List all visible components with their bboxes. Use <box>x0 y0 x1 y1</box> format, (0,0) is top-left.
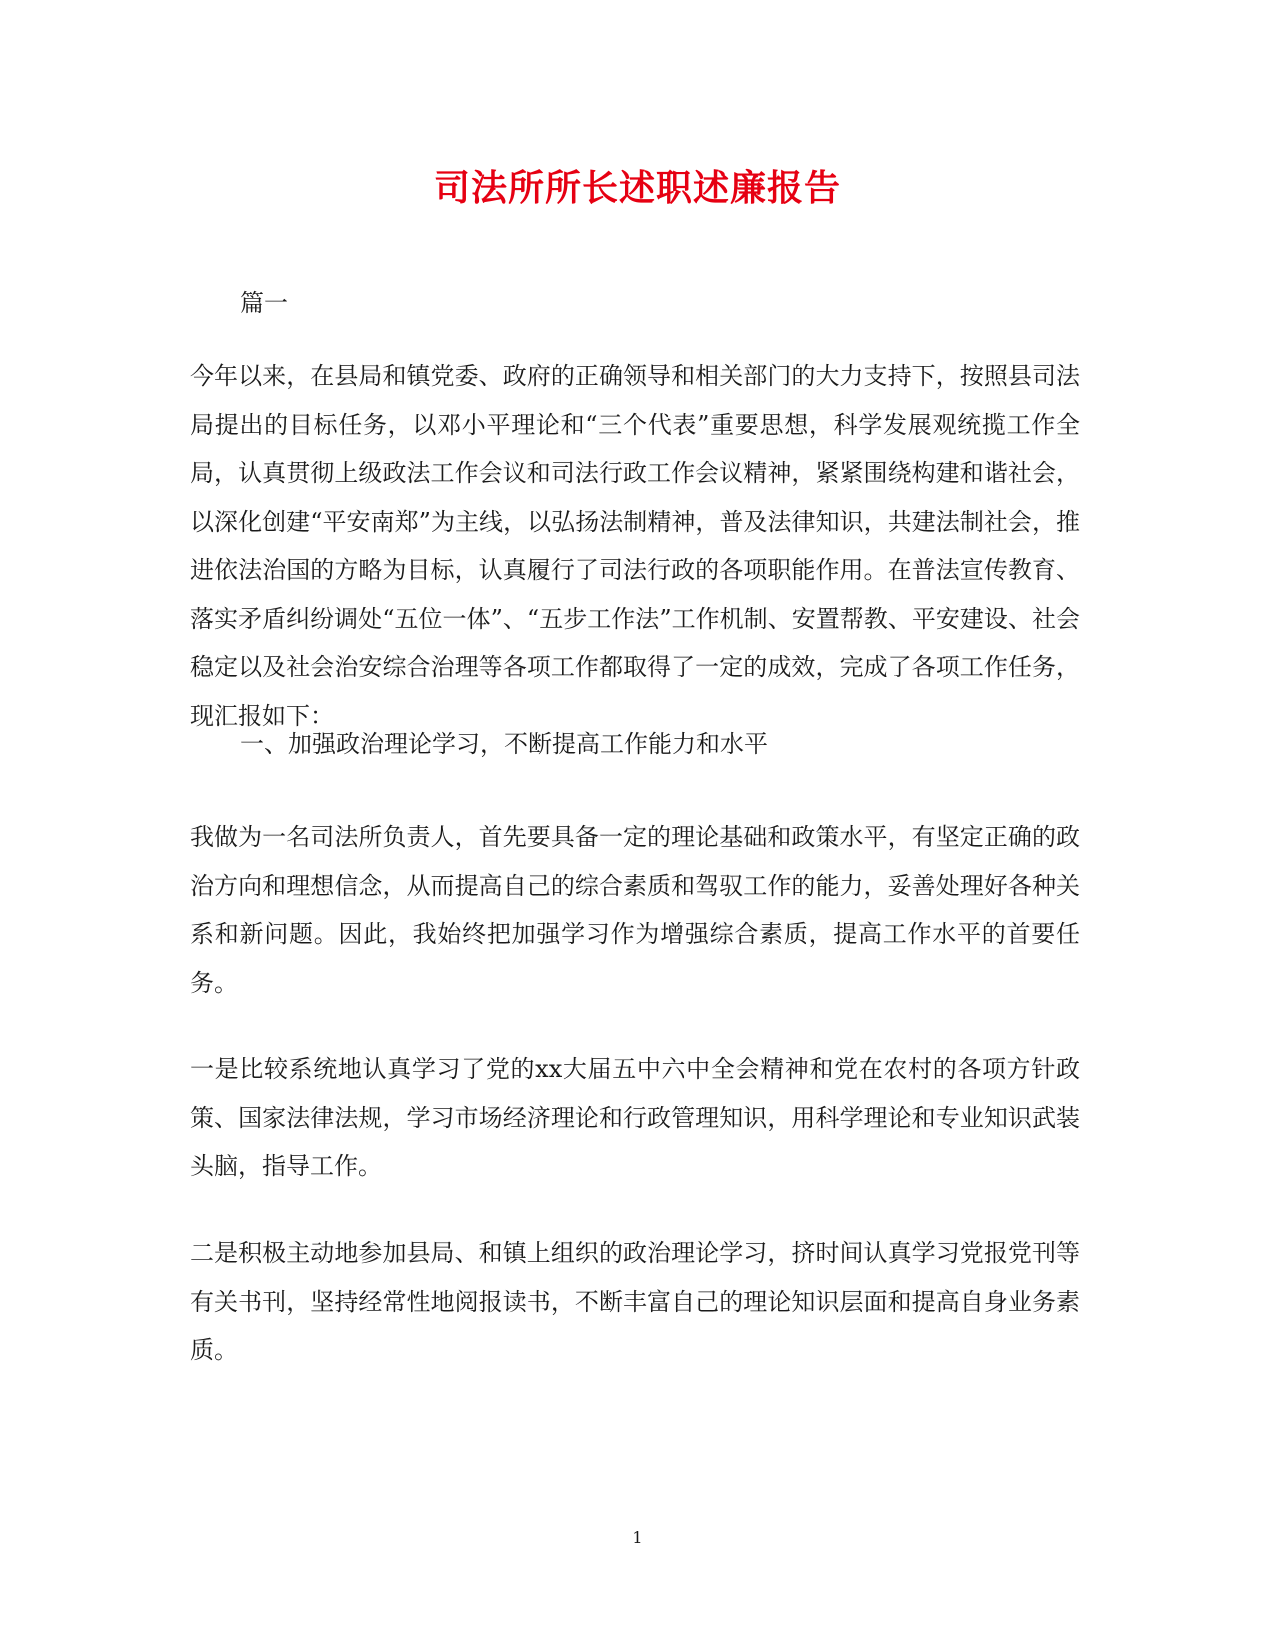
body-paragraph-1: 我做为一名司法所负责人，首先要具备一定的理论基础和政策水平，有坚定正确的政治方向和理想信念，从而提高自己的综合素质和驾驭工作的能力，妥善处理好各种关系和新问题。因此，我始终把加强学习作为增强综合素质，提高工作水平的首要任务。 <box>190 823 1080 997</box>
section-heading: 一、加强政治理论学习，不断提高工作能力和水平 <box>240 730 768 758</box>
section-label: 篇一 <box>240 289 288 317</box>
intro-paragraph: 今年以来，在县局和镇党委、政府的正确领导和相关部门的大力支持下，按照县司法局提出的目标任务，以邓小平理论和“三个代表”重要思想，科学发展观统揽工作全局，认真贯彻上级政法工作会议和司法行政工作会议精神，紧紧围绕构建和谐社会，以深化创建“平安南郑”为主线，以弘扬法制精神，普及法律知识，共建法制社会，推进依法治国的方略为目标，认真履行了司法行政的各项职能作用。在普法宣传教育、落实矛盾纠纷调处“五位一体”、“五步工作法”工作机制、安置帮教、平安建设、社会稳定以及社会治安综合治理等各项工作都取得了一定的成效，完成了各项工作任务，现汇报如下： <box>190 362 1080 730</box>
body-paragraph-3: 二是积极主动地参加县局、和镇上组织的政治理论学习，挤时间认真学习党报党刊等有关书刊，坚持经常性地阅报读书，不断丰富自己的理论知识层面和提高自身业务素质。 <box>190 1239 1080 1364</box>
body-paragraph-2: 一是比较系统地认真学习了党的xx大届五中六中全会精神和党在农村的各项方针政策、国家法律法规，学习市场经济理论和行政管理知识，用科学理论和专业知识武装头脑，指导工作。 <box>190 1055 1080 1180</box>
document-title: 司法所所长述职述廉报告 <box>433 167 841 209</box>
page-number: 1 <box>632 1528 643 1547</box>
